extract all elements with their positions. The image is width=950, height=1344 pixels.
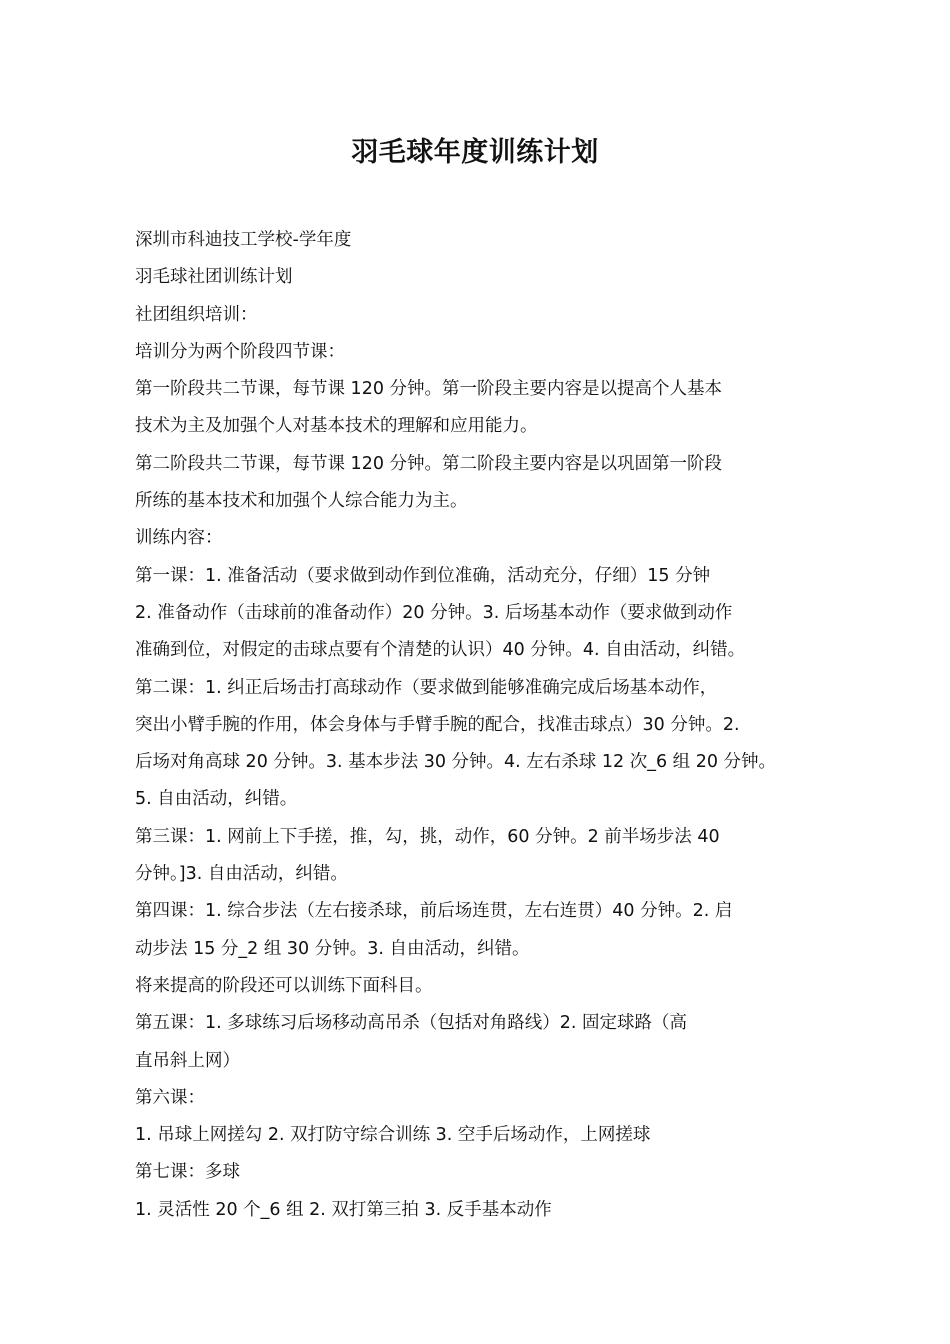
- text-line: 训练内容：: [135, 528, 223, 549]
- text-line: 1. 吊球上网搓勾 2. 双打防守综合训练 3. 空手后场动作，上网搓球: [135, 1125, 651, 1146]
- text-line: 技术为主及加强个人对基本技术的理解和应用能力。: [135, 416, 538, 437]
- text-line: 动步法 15 分_2 组 30 分钟。3. 自由活动，纠错。: [135, 938, 530, 959]
- text-line: 准确到位，对假定的击球点要有个清楚的认识）40 分钟。4. 自由活动，纠错。: [135, 640, 746, 661]
- text-line: 分钟。]3. 自由活动，纠错。: [135, 864, 348, 885]
- text-line: 羽毛球社团训练计划: [135, 267, 293, 288]
- text-line: 所练的基本技术和加强个人综合能力为主。: [135, 491, 468, 512]
- text-line: 直吊斜上网）: [135, 1050, 240, 1071]
- text-line: 1. 灵活性 20 个_6 组 2. 双打第三拍 3. 反手基本动作: [135, 1199, 552, 1220]
- text-line: 2. 准备动作（击球前的准备动作）20 分钟。3. 后场基本动作（要求做到动作: [135, 602, 733, 623]
- text-line: 将来提高的阶段还可以训练下面科目。: [135, 975, 433, 996]
- text-line: 第七课：多球: [135, 1162, 240, 1183]
- text-line: 深圳市科迪技工学校-学年度: [135, 230, 352, 250]
- text-line: 第二阶段共二节课，每节课 120 分钟。第二阶段主要内容是以巩固第一阶段: [135, 453, 723, 474]
- text-line: 第二课：1. 纠正后场击打高球动作（要求做到能够准确完成后场基本动作，: [135, 677, 718, 698]
- text-line: 突出小臂手腕的作用，体会身体与手臂手腕的配合，找准击球点）30 分钟。2.: [135, 714, 740, 735]
- text-line: 社团组织培训：: [135, 304, 258, 325]
- document-body: [135, 222, 825, 1229]
- text-line: 第五课：1. 多球练习后场移动高吊杀（包括对角路线）2. 固定球路（高: [135, 1013, 688, 1034]
- text-line: 第一阶段共二节课，每节课 120 分钟。第一阶段主要内容是以提高个人基本: [135, 379, 723, 400]
- text-line: 培训分为两个阶段四节课：: [135, 341, 345, 362]
- text-line: 第三课：1. 网前上下手搓，推，勾，挑，动作，60 分钟。2 前半场步法 40: [135, 826, 720, 847]
- text-line: 5. 自由活动，纠错。: [135, 789, 298, 810]
- text-line: 后场对角高球 20 分钟。3. 基本步法 30 分钟。4. 左右杀球 12 次_6 组 20 分钟。: [135, 752, 777, 773]
- text-line: 第一课：1. 准备活动（要求做到动作到位准确，活动充分，仔细）15 分钟: [135, 565, 711, 586]
- text-line: 第六课：: [135, 1087, 205, 1108]
- document-title: 羽毛球年度训练计划: [351, 137, 599, 168]
- text-line: 第四课：1. 综合步法（左右接杀球，前后场连贯，左右连贯）40 分钟。2. 启: [135, 901, 733, 922]
